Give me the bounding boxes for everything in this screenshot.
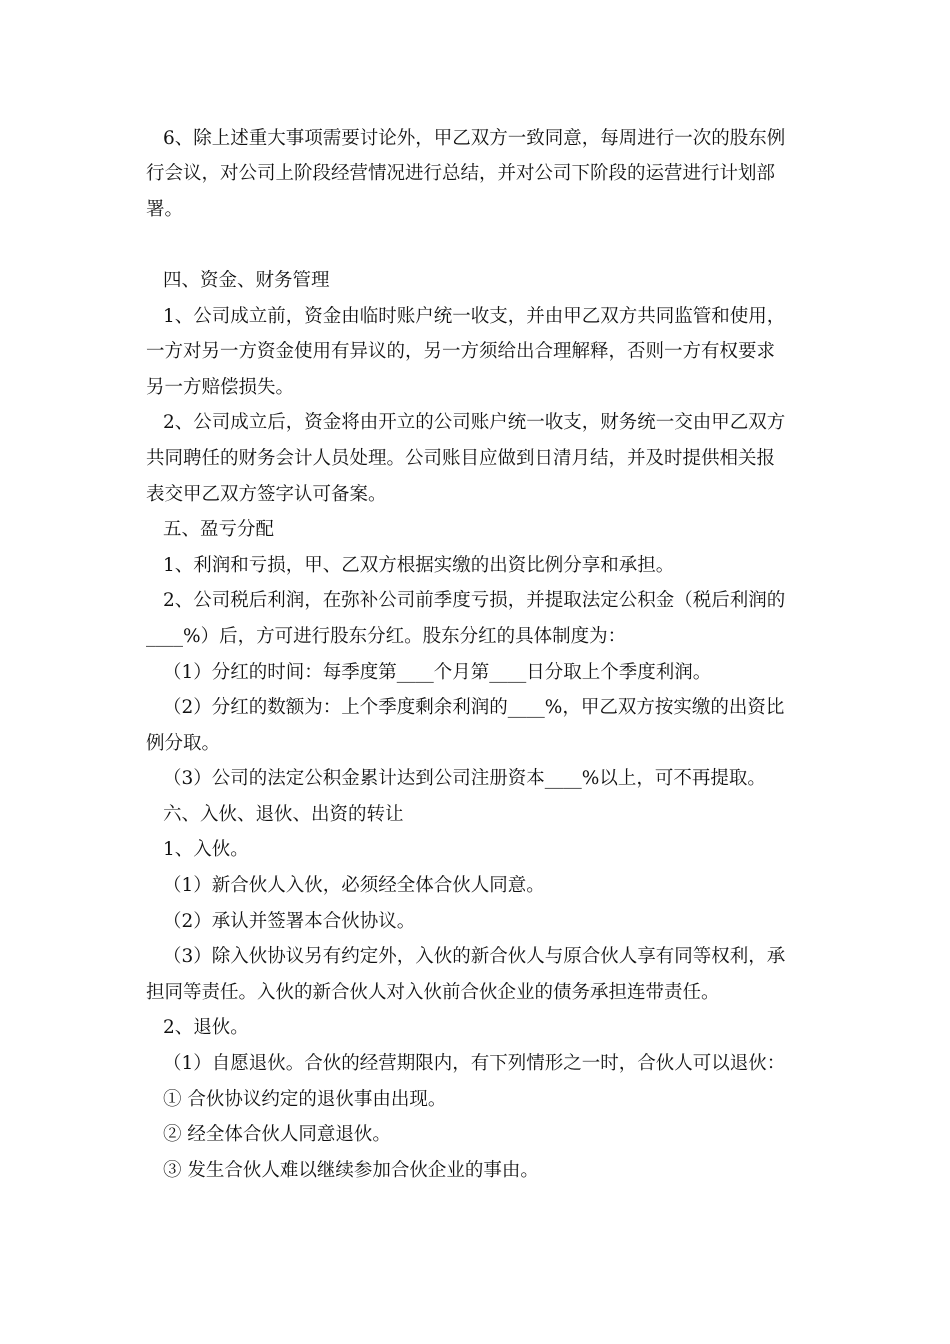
paragraph-line: ① 合伙协议约定的退伙事由出现。 bbox=[163, 1089, 447, 1110]
paragraph-line: 一方对另一方资金使用有异议的，另一方须给出合理解释，否则一方有权要求 bbox=[146, 341, 776, 362]
section-heading: 六、入伙、退伙、出资的转让 bbox=[163, 804, 404, 825]
paragraph-line: 1、利润和亏损，甲、乙双方根据实缴的出资比例分享和承担。 bbox=[163, 555, 675, 576]
paragraph-line: ③ 发生合伙人难以继续参加合伙企业的事由。 bbox=[163, 1160, 539, 1181]
paragraph-line: （2）承认并签署本合伙协议。 bbox=[163, 911, 416, 932]
paragraph-line: （1）自愿退伙。合伙的经营期限内，有下列情形之一时，合伙人可以退伙： bbox=[163, 1053, 786, 1074]
paragraph-line: ② 经全体合伙人同意退伙。 bbox=[163, 1124, 391, 1145]
paragraph-line: ____%）后，方可进行股东分红。股东分红的具体制度为： bbox=[146, 626, 627, 647]
paragraph-line: （3）除入伙协议另有约定外，入伙的新合伙人与原合伙人享有同等权利，承 bbox=[163, 946, 786, 967]
paragraph-line: 另一方赔偿损失。 bbox=[146, 377, 295, 398]
paragraph-line: 2、公司税后利润，在弥补公司前季度亏损，并提取法定公积金（税后利润的 bbox=[163, 590, 786, 611]
paragraph-line: 共同聘任的财务会计人员处理。公司账目应做到日清月结，并及时提供相关报 bbox=[146, 448, 776, 469]
paragraph-line: 1、入伙。 bbox=[163, 839, 249, 860]
paragraph-line: 例分取。 bbox=[146, 733, 221, 754]
paragraph-line: （2）分红的数额为：上个季度剩余利润的____%，甲乙双方按实缴的出资比 bbox=[163, 697, 785, 718]
paragraph-line: （3）公司的法定公积金累计达到公司注册资本____%以上，可不再提取。 bbox=[163, 768, 766, 789]
paragraph-line: 2、退伙。 bbox=[163, 1017, 249, 1038]
section-heading: 四、资金、财务管理 bbox=[163, 270, 330, 291]
paragraph-line: 2、公司成立后，资金将由开立的公司账户统一收支，财务统一交由甲乙双方 bbox=[163, 412, 786, 433]
paragraph-line: 表交甲乙双方签字认可备案。 bbox=[146, 484, 387, 505]
paragraph-line: （1）新合伙人入伙，必须经全体合伙人同意。 bbox=[163, 875, 545, 896]
paragraph-line: （1）分红的时间：每季度第____个月第____日分取上个季度利润。 bbox=[163, 662, 712, 683]
paragraph-line: 担同等责任。入伙的新合伙人对入伙前合伙企业的债务承担连带责任。 bbox=[146, 982, 720, 1003]
section-heading: 五、盈亏分配 bbox=[163, 519, 275, 540]
paragraph-line: 行会议，对公司上阶段经营情况进行总结，并对公司下阶段的运营进行计划部 bbox=[146, 163, 776, 184]
paragraph-line: 6、除上述重大事项需要讨论外，甲乙双方一致同意，每周进行一次的股东例 bbox=[163, 128, 786, 149]
paragraph-line: 署。 bbox=[146, 199, 184, 220]
paragraph-line: 1、公司成立前，资金由临时账户统一收支，并由甲乙双方共同监管和使用， bbox=[163, 306, 786, 327]
